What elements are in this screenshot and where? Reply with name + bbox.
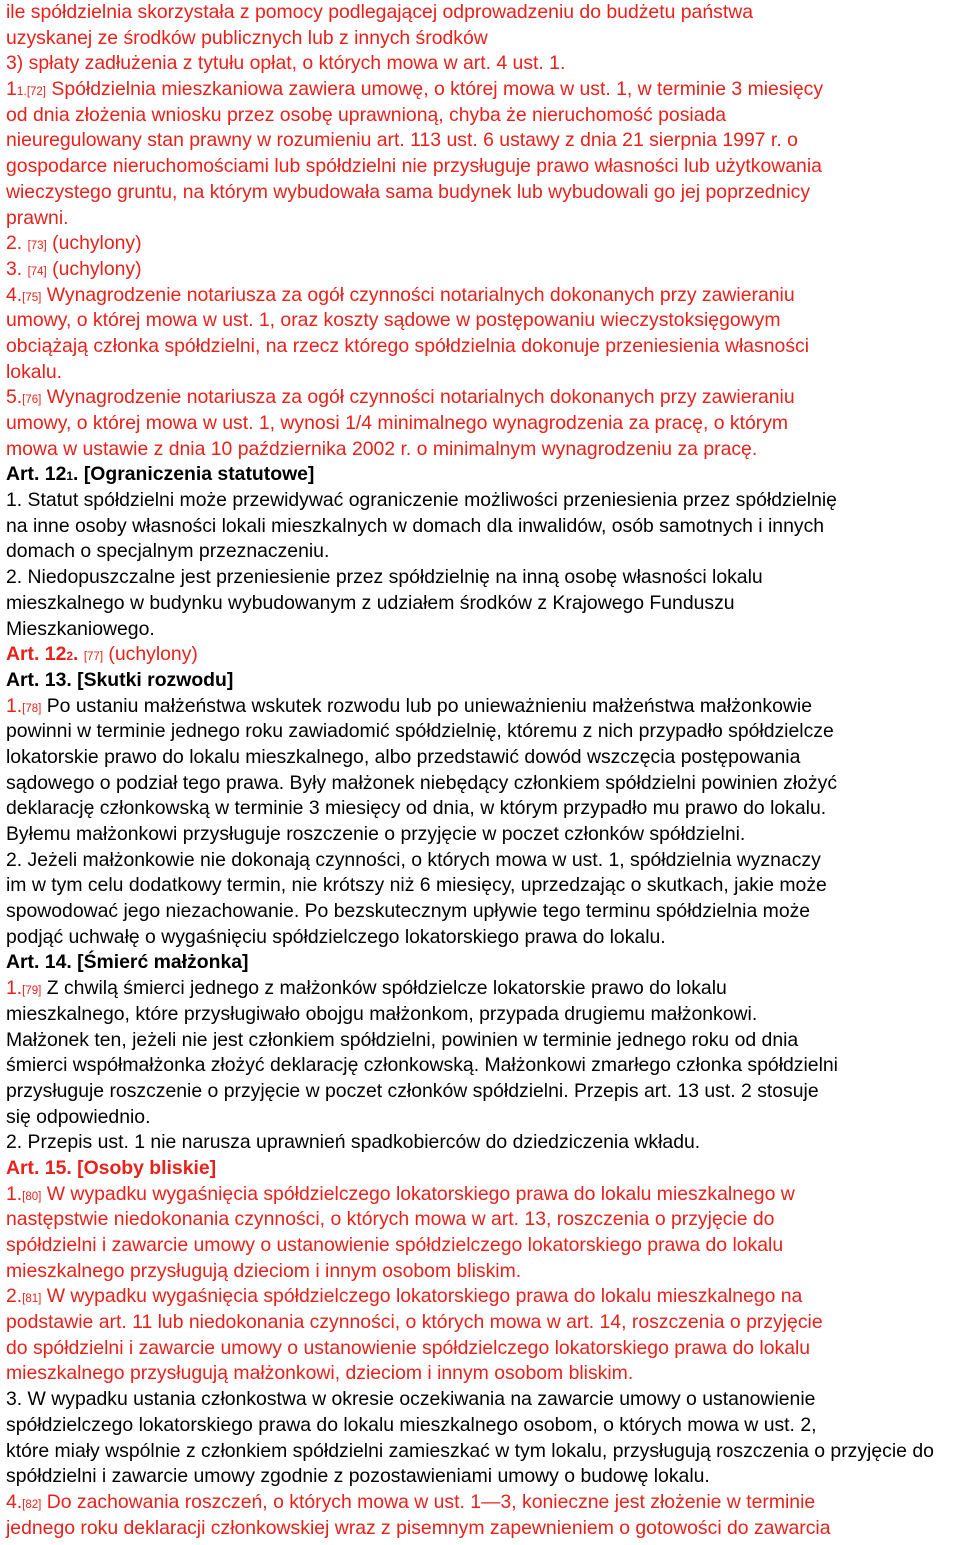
text-segment: . [73,643,84,666]
text-segment: Art. 12 [6,643,67,666]
text-line [6,437,956,463]
text-segment: 1. [6,1182,23,1205]
text-segment: gospodarce nieruchomościami lub spółdzielni nie przysługuje prawo własności lub użytkowania [6,155,822,178]
text-line [6,26,956,52]
text-line [6,1413,956,1439]
text-line [6,976,956,1002]
text-segment: Wynagrodzenie notariusza za ogół czynności notarialnych dokonanych przy zawieraniu [41,283,795,306]
text-segment: mieszkalnego przysługują małżonkowi, dzieciom i innym osobom bliskim. [6,1362,634,1385]
text-segment: które miały wspólnie z członkiem spółdzielni zamieszkać w tym lokalu, przysługują roszczenia o przyjęcie do [6,1439,934,1462]
footnote-ref: [80] [22,1190,42,1203]
text-segment: 2 [66,649,74,664]
text-segment: 1 [66,469,74,484]
text-segment: Małżonek ten, jeżeli nie jest członkiem spółdzielni, powinien w terminie jednego roku od dnia [6,1028,799,1051]
text-line [6,950,956,976]
text-segment: nieuregulowany stan prawny w rozumieniu art. 113 ust. 6 ustawy z dnia 21 sierpnia 1997 r. o [6,129,798,152]
text-line [6,1284,956,1310]
text-line [6,514,956,540]
text-segment: Spółdzielnia mieszkaniowa zawiera umowę, o której mowa w ust. 1, w terminie 3 miesięcy [46,78,824,101]
text-segment: 1. [6,694,23,717]
text-segment: 2. [6,1285,23,1308]
text-line [6,822,956,848]
text-segment: na inne osoby własności lokali mieszkalnych w domach dla inwalidów, osób samotnych i innych [6,514,825,537]
footnote-ref: [74] [27,265,47,278]
text-segment: domach o specjalnym przeznaczeniu. [6,540,330,563]
text-line [6,642,956,668]
footnote-ref: [75] [22,291,42,304]
text-line [6,1439,956,1465]
text-line [6,1310,956,1336]
text-line [6,1079,956,1105]
text-line [6,565,956,591]
text-line [6,873,956,899]
footnote-ref: [78] [22,702,42,715]
text-segment: spowodować jego niezachowanie. Po bezskutecznym upływie tego terminu spółdzielnia może [6,900,811,923]
text-line [6,462,956,488]
text-segment: obciążają członka spółdzielni, na rzecz którego spółdzielnia dokonuje przeniesienia własności [6,334,810,357]
text-segment: mieszkalnego, które przysługiwało obojgu małżonkom, przypada drugiemu małżonkowi. [6,1002,758,1025]
text-line [6,591,956,617]
text-segment: Z chwilą śmierci jednego z małżonków spółdzielcze lokatorskie prawo do lokalu [41,977,727,1000]
text-segment: do spółdzielni i zawarcie umowy o ustanowienie spółdzielczego lokatorskiego prawa do lokalu [6,1336,811,1359]
text-segment: 2. Przepis ust. 1 nie narusza uprawnień spadkobierców do dziedziczenia wkładu. [6,1131,701,1154]
text-segment: 2. Jeżeli małżonkowie nie dokonają czynności, o których mowa w ust. 1, spółdzielnia wyznaczy [6,848,821,871]
text-segment: (uchylony) [46,257,142,280]
text-line [6,1516,956,1542]
text-line [6,360,956,386]
text-segment: prawni. [6,206,69,229]
text-line [6,51,956,77]
text-segment: mieszkalnego w budynku wybudowanym z udziałem środków z Krajowego Funduszu [6,591,735,614]
text-segment: Do zachowania roszczeń, o których mowa w ust. 1—3, konieczne jest złożenie w terminie [41,1490,816,1513]
text-line [6,848,956,874]
text-line [6,283,956,309]
text-segment: spółdzielni i zawarcie umowy o ustanowienie spółdzielczego lokatorskiego prawa do lokalu [6,1234,784,1256]
text-line [6,539,956,565]
text-line [6,1182,956,1208]
text-line [6,925,956,951]
text-segment: mowa w ustawie z dnia 10 października 2002 r. o minimalnym wynagrodzeniu za pracę. [6,437,758,460]
text-segment: się odpowiednio. [6,1105,151,1128]
text-line [6,1028,956,1054]
text-line [6,257,956,283]
text-segment: 1 [6,78,17,101]
text-segment: podjąć uchwałę o wygaśnięciu spółdzielczego lokatorskiego prawa do lokalu. [6,925,666,948]
footnote-ref: [76] [22,394,42,407]
text-segment: Mieszkaniowego. [6,617,155,640]
text-line [6,1130,956,1156]
text-line [6,1156,956,1182]
text-segment: sądowego o podział tego prawa. Były małżonek niebędący członkiem spółdzielni powinien złożyć [6,771,838,794]
text-line [6,1002,956,1028]
text-segment: 2. Niedopuszczalne jest przeniesienie przez spółdzielnię na inną osobę własności lokalu [6,566,763,589]
text-line [6,719,956,745]
text-segment: 5. [6,386,23,409]
text-line [6,771,956,797]
text-line [6,103,956,129]
text-segment: Art. 14. [Śmierć małżonka] [6,951,249,974]
text-line [6,180,956,206]
text-segment: Art. 12 [6,463,67,486]
text-line [6,745,956,771]
text-segment: mieszkalnego przysługują dzieciom i innym osobom bliskim. [6,1259,522,1282]
text-line [6,899,956,925]
text-segment: 3. [6,257,28,280]
text-segment: . [Ograniczenia statutowe] [73,463,315,486]
footnote-ref: [82] [22,1498,42,1511]
text-segment: Wynagrodzenie notariusza za ogół czynności notarialnych dokonanych przy zawieraniu [41,386,795,409]
text-segment: 2. [6,232,28,255]
text-segment: jednego roku deklaracji członkowskiej wraz z pisemnym zapewnieniem o gotowości do zawarcia [6,1516,831,1539]
text-segment: lokatorskie prawo do lokalu mieszkalnego, albo przedstawić dowód wszczęcia postępowania [6,745,801,768]
text-line [6,411,956,437]
text-line [6,1259,956,1285]
text-line [6,154,956,180]
text-segment: im w tym celu dodatkowy termin, nie krótszy niż 6 miesięcy, uprzedzając o skutkach, jakie może [6,874,827,897]
text-segment: umowy, o której mowa w ust. 1, wynosi 1/4 minimalnego wynagrodzenia za pracę, o którym [6,412,789,434]
text-segment: 1. [6,977,23,1000]
text-line [6,128,956,154]
footnote-ref: [77] [83,651,104,664]
text-segment: powinni w terminie jednego roku zawiadomić spółdzielnię, któremu z nich przypadło spółdzielcze [6,720,834,743]
text-line [6,1336,956,1362]
text-segment: (uchylony) [46,232,142,255]
text-segment: 3) spłaty zadłużenia z tytułu opłat, o których mowa w art. 4 ust. 1. [6,52,566,75]
text-segment: deklarację członkowską w terminie 3 miesięcy od dnia, w którym przypadło mu prawo do lokalu. [6,797,827,820]
footnote-ref: [72] [26,86,46,99]
text-segment: przysługuje roszczenie o przyjęcie w poczet członków spółdzielni. Przepis art. 13 ust. 2 stosuje [6,1079,819,1102]
text-segment: 3. W wypadku ustania członkostwa w okresie oczekiwania na zawarcie umowy o ustanowienie [6,1388,816,1411]
text-segment: 1. Statut spółdzielni może przewidywać ograniczenie możliwości przeniesienia przez spółdzielnię [6,489,837,512]
text-line [6,77,956,103]
text-segment: lokalu. [6,360,63,383]
footnote-ref: [79] [22,985,42,998]
text-line [6,334,956,360]
text-segment: 1. [16,84,27,99]
text-line [6,1207,956,1233]
text-segment: spółdzielni i zawarcie umowy zgodnie z pozostawieniami umowy o budowę lokalu. [6,1465,710,1488]
text-line [6,1361,956,1387]
text-line [6,308,956,334]
text-line [6,1053,956,1079]
text-segment: od dnia złożenia wniosku przez osobę uprawnioną, chyba że nieruchomość posiada [6,103,727,126]
text-segment: Art. 13. [Skutki rozwodu] [6,668,234,691]
text-segment: uzyskanej ze środków publicznych lub z innych środków [6,26,488,49]
text-segment: W wypadku wygaśnięcia spółdzielczego lokatorskiego prawa do lokalu mieszkalnego na [41,1285,803,1308]
text-line [6,1464,956,1490]
text-segment: 4. [6,1490,23,1513]
text-line [6,1490,956,1516]
text-segment: W wypadku wygaśnięcia spółdzielczego lokatorskiego prawa do lokalu mieszkalnego w [41,1182,795,1205]
text-line [6,1387,956,1413]
text-segment: ile spółdzielnia skorzystała z pomocy podlegającej odprowadzeniu do budżetu państwa [6,1,753,23]
text-segment: 4. [6,283,23,306]
text-line [6,231,956,257]
text-line [6,488,956,514]
text-segment: (uchylony) [103,643,198,666]
footnote-ref: [73] [27,240,47,253]
footnote-ref: [81] [22,1293,42,1306]
text-segment: podstawie art. 11 lub niedokonania czynności, o których mowa w art. 14, roszczenia o przyjęcie [6,1311,823,1334]
text-segment: śmierci współmałżonka złożyć deklarację członkowską. Małżonkowi zmarłego członka spółdzielni [6,1054,838,1077]
text-segment: Po ustaniu małżeństwa wskutek rozwodu lub po unieważnieniu małżeństwa małżonkowie [41,694,812,717]
text-segment: następstwie niedokonania czynności, o których mowa w art. 13, roszczenia o przyjęcie do [6,1208,775,1231]
text-line [6,0,956,26]
text-line [6,206,956,232]
text-line [6,385,956,411]
text-line [6,796,956,822]
text-line [6,668,956,694]
text-segment: wieczystego gruntu, na którym wybudowała sama budynek lub wybudowali go jej poprzednicy [6,180,811,203]
text-line [6,694,956,720]
text-segment: umowy, o której mowa w ust. 1, oraz koszty sądowe w postępowaniu wieczystoksięgowym [6,309,781,332]
text-segment: Art. 15. [Osoby bliskie] [6,1156,217,1179]
text-line [6,1105,956,1131]
text-segment: Byłemu małżonkowi przysługuje roszczenie o przyjęcie w poczet członków spółdzielni. [6,823,746,845]
text-line [6,1233,956,1259]
text-segment: spółdzielczego lokatorskiego prawa do lokalu mieszkalnego osobom, o których mowa w ust. 2, [6,1413,817,1436]
text-line [6,617,956,643]
